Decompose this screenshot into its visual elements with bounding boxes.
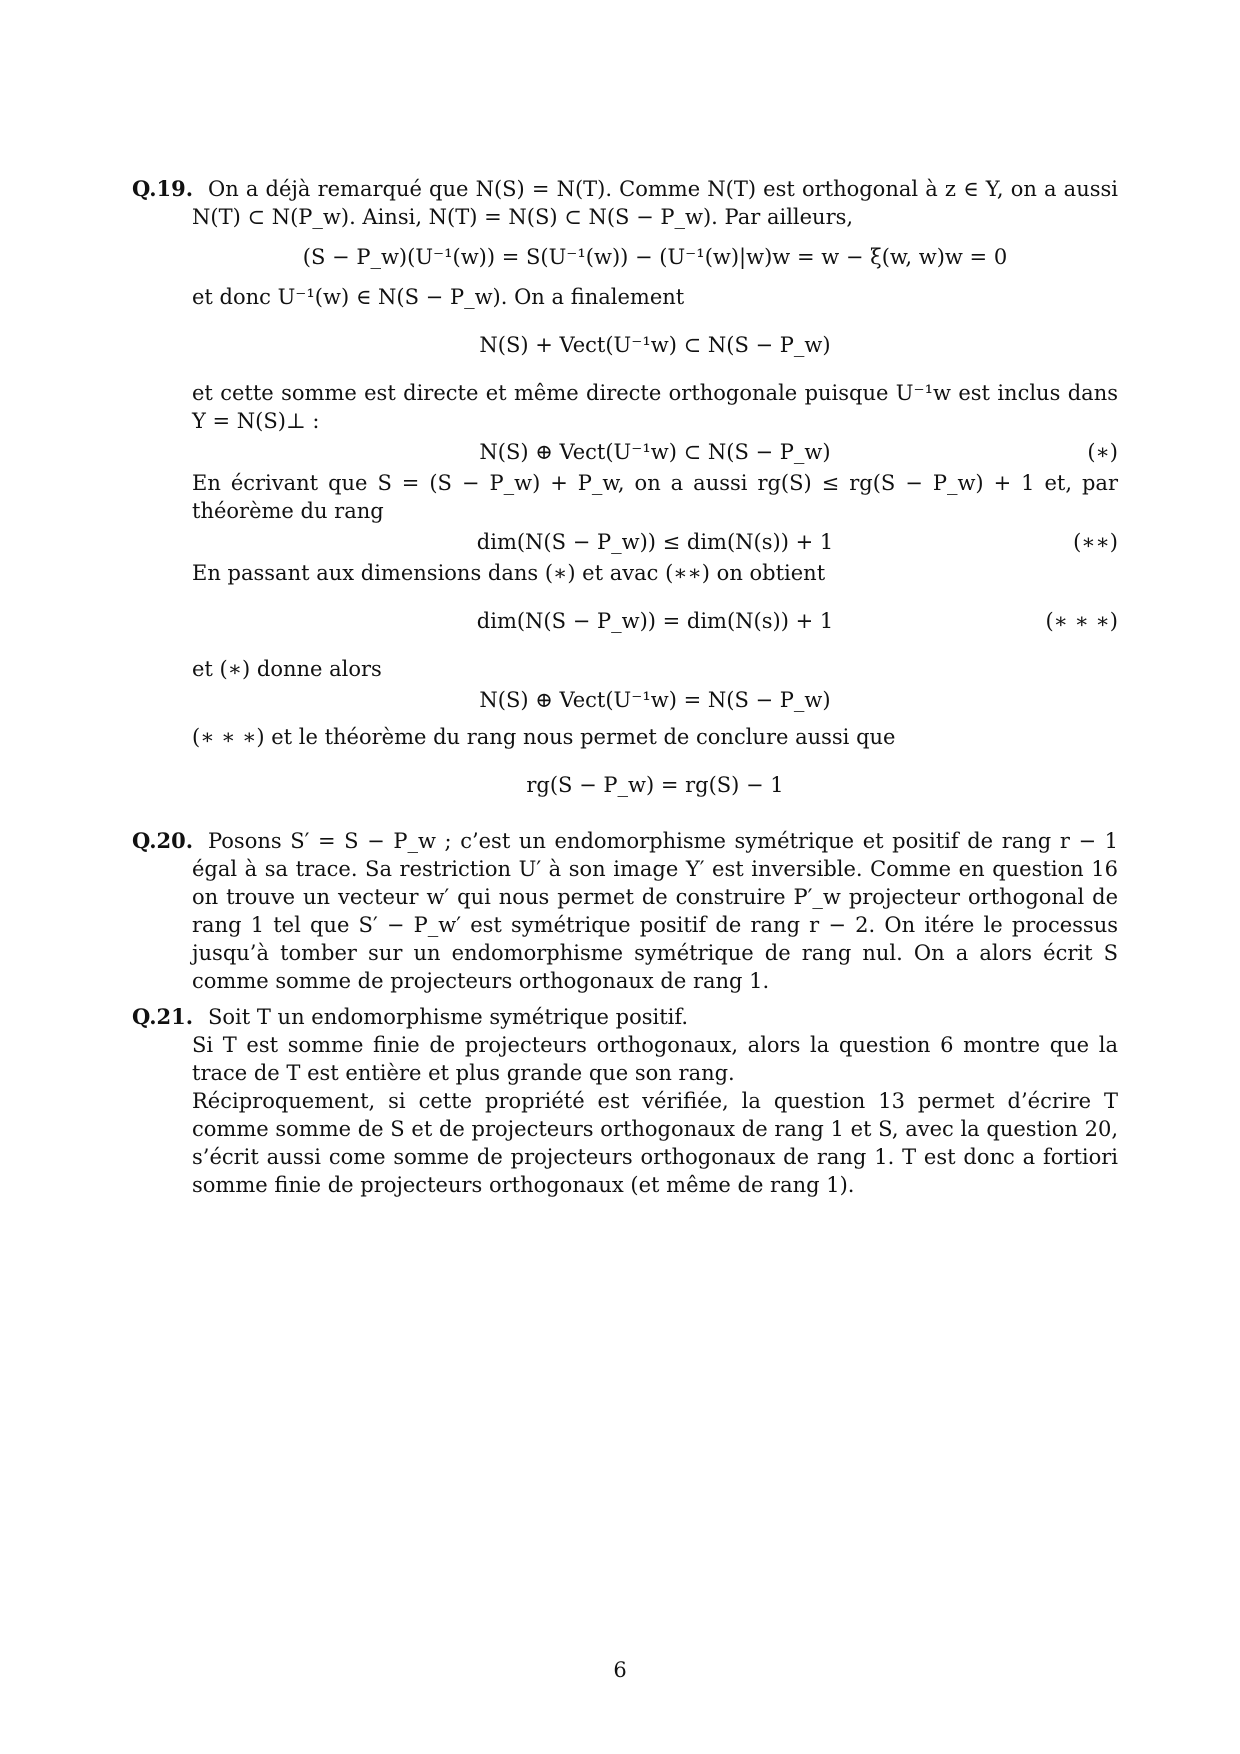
question-21 xyxy=(132,1003,1118,1199)
paragraph: En passant aux dimensions dans (∗) et avac (∗∗) on obtient xyxy=(192,561,826,585)
display-equation xyxy=(192,435,1118,469)
display-equation xyxy=(192,683,1118,717)
paragraph: Soit T un endomorphisme symétrique positif. xyxy=(208,1005,689,1029)
paragraph: On a déjà remarqué que N(S) = N(T). Comme N(T) est orthogonal à z ∈ Y, on a aussi N(T) ⊂ N(P_w). Ainsi, N(T) = N(S) ⊂ N(S − P_w). Par ailleurs, xyxy=(192,177,1118,229)
display-equation xyxy=(192,325,1118,365)
paragraph: En écrivant que S = (S − P_w) + P_w, on a aussi rg(S) ≤ rg(S − P_w) + 1 et, par théorème du rang xyxy=(192,471,1118,523)
equation-text: dim(N(S − P_w)) = dim(N(s)) + 1 xyxy=(476,609,834,633)
paragraph: et donc U⁻¹(w) ∈ N(S − P_w). On a finalement xyxy=(192,285,685,309)
paragraph: Réciproquement, si cette propriété est vérifiée, la question 13 permet d’écrire T comme somme de S et de projecteurs orthogonaux de rang 1 et S, avec la question 20, s’écrit aussi come somme de projecteurs orthogonaux de rang 1. T est donc a fortiori somme finie de projecteurs orthogonaux (et même de rang 1). xyxy=(192,1089,1118,1197)
equation-text: N(S) ⊕ Vect(U⁻¹w) = N(S − P_w) xyxy=(479,688,831,712)
question-label: Q.21. xyxy=(132,1004,194,1029)
display-equation xyxy=(192,765,1118,805)
question-label: Q.20. xyxy=(132,828,194,853)
paragraph: et cette somme est directe et même directe orthogonale puisque U⁻¹w est inclus dans Y = N(S)⊥ : xyxy=(192,381,1118,433)
paragraph: Si T est somme finie de projecteurs orthogonaux, alors la question 6 montre que la trace de T est entière et plus grande que son rang. xyxy=(192,1033,1118,1085)
equation-tag: (∗∗) xyxy=(1073,530,1118,554)
display-equation xyxy=(192,601,1118,641)
display-equation xyxy=(192,525,1118,559)
equation-text: (S − P_w)(U⁻¹(w)) = S(U⁻¹(w)) − (U⁻¹(w)|w)w = w − ξ(w, w)w = 0 xyxy=(302,245,1008,269)
document-body xyxy=(132,175,1118,1207)
question-19 xyxy=(132,175,1118,819)
equation-text: N(S) ⊕ Vect(U⁻¹w) ⊂ N(S − P_w) xyxy=(479,440,831,464)
paragraph: et (∗) donne alors xyxy=(192,657,382,681)
equation-tag: (∗ ∗ ∗) xyxy=(1045,609,1118,633)
paragraph: Posons S′ = S − P_w ; c’est un endomorphisme symétrique et positif de rang r − 1 égal à sa trace. Sa restriction U′ à son image Y′ est inversible. Comme en question 16 on trouve un vecteur w′ qui nous permet de construire P′_w projecteur orthogonal de rang 1 tel que S′ − P_w′ est symétrique positif de rang r − 2. On itére le processus jusqu’à tomber sur un endomorphisme symétrique de rang nul. On a alors écrit S comme somme de projecteurs orthogonaux de rang 1. xyxy=(192,829,1118,993)
display-equation xyxy=(192,237,1118,277)
equation-tag: (∗) xyxy=(1087,440,1118,464)
equation-text: dim(N(S − P_w)) ≤ dim(N(s)) + 1 xyxy=(476,530,834,554)
question-label: Q.19. xyxy=(132,176,194,201)
question-20 xyxy=(132,827,1118,995)
equation-text: rg(S − P_w) = rg(S) − 1 xyxy=(526,773,784,797)
page-number: 6 xyxy=(613,1658,627,1682)
paragraph: (∗ ∗ ∗) et le théorème du rang nous permet de conclure aussi que xyxy=(192,725,896,749)
equation-text: N(S) + Vect(U⁻¹w) ⊂ N(S − P_w) xyxy=(479,333,831,357)
